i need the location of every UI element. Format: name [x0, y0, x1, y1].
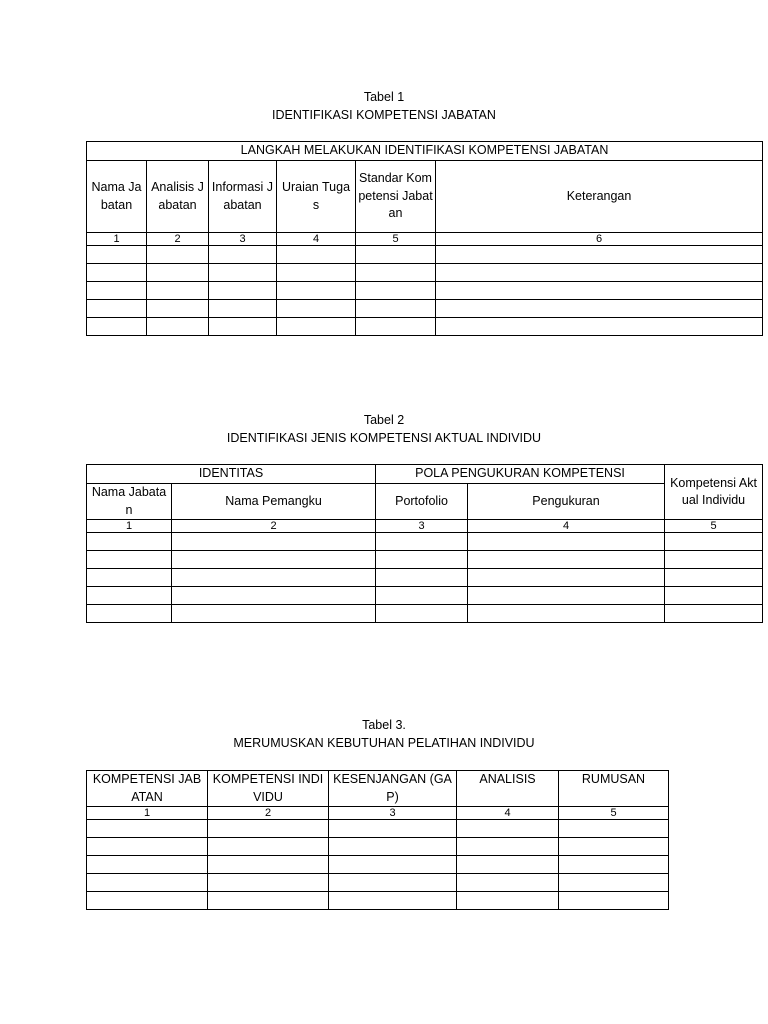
table3-row [87, 838, 669, 856]
table-cell [468, 587, 665, 605]
table2-row [87, 569, 763, 587]
table2-row [87, 605, 763, 623]
table-cell [87, 300, 147, 318]
table2-num: 4 [468, 520, 665, 533]
table-cell [87, 569, 172, 587]
table-cell [665, 533, 763, 551]
table-cell [436, 264, 763, 282]
table2 [86, 464, 763, 623]
table-cell [665, 569, 763, 587]
table3-number: Tabel 3. [362, 718, 406, 732]
table-cell [172, 551, 376, 569]
table-cell [87, 587, 172, 605]
table-cell [87, 533, 172, 551]
table-cell [436, 318, 763, 336]
table-cell [356, 246, 436, 264]
table-cell [87, 246, 147, 264]
table-cell [87, 874, 208, 892]
table-cell [277, 300, 356, 318]
table1-num: 6 [436, 233, 763, 246]
table1-row [87, 300, 763, 318]
table-cell [665, 605, 763, 623]
table-cell [172, 605, 376, 623]
table-cell [87, 282, 147, 300]
table-cell [665, 551, 763, 569]
table1-col-informasi-jabatan: Informasi Jabatan [209, 161, 277, 233]
table3-col-rumusan: RUMUSAN [559, 771, 669, 807]
table2-col-nama-jabatan: Nama Jabatan [87, 484, 172, 520]
table-cell [457, 838, 559, 856]
table-cell [208, 856, 329, 874]
table3-num: 4 [457, 807, 559, 820]
table3-col-analisis: ANALISIS [457, 771, 559, 807]
table2-group-identitas: IDENTITAS [87, 465, 376, 484]
table-cell [208, 874, 329, 892]
table3-num: 2 [208, 807, 329, 820]
table2-row [87, 587, 763, 605]
table-cell [457, 856, 559, 874]
table-cell [209, 246, 277, 264]
table-cell [457, 892, 559, 910]
table2-col-pengukuran: Pengukuran [468, 484, 665, 520]
table3-num: 5 [559, 807, 669, 820]
table-cell [329, 856, 457, 874]
table-cell [457, 820, 559, 838]
table-cell [208, 820, 329, 838]
table2-title: IDENTIFIKASI JENIS KOMPETENSI AKTUAL INDIVIDU [226, 431, 542, 445]
table-cell [468, 569, 665, 587]
table2-col-kompetensi-aktual: Kompetensi Aktual Individu [665, 465, 763, 520]
table3-row [87, 874, 669, 892]
table-cell [277, 246, 356, 264]
table3-col-kompetensi-jabatan: KOMPETENSI JABATAN [87, 771, 208, 807]
table1-num: 5 [356, 233, 436, 246]
table-cell [559, 838, 669, 856]
table-cell [87, 820, 208, 838]
table-cell [87, 856, 208, 874]
table-cell [356, 300, 436, 318]
table-cell [559, 874, 669, 892]
table3-row [87, 856, 669, 874]
table1-caption [0, 88, 768, 124]
table-cell [87, 892, 208, 910]
table-cell [329, 892, 457, 910]
table-cell [376, 533, 468, 551]
table-cell [87, 605, 172, 623]
table-cell [87, 838, 208, 856]
table3-row [87, 892, 669, 910]
table-cell [376, 605, 468, 623]
table1-title: IDENTIFIKASI KOMPETENSI JABATAN [272, 108, 496, 122]
table1-num: 1 [87, 233, 147, 246]
table-cell [87, 318, 147, 336]
table-cell [329, 820, 457, 838]
table-cell [329, 874, 457, 892]
table1-col-standar-kompetensi: Standar Kompetensi Jabatan [356, 161, 436, 233]
table-cell [208, 892, 329, 910]
table2-col-portofolio: Portofolio [376, 484, 468, 520]
table-cell [468, 551, 665, 569]
table-cell [559, 820, 669, 838]
table-cell [329, 838, 457, 856]
table-cell [559, 856, 669, 874]
table1-row [87, 264, 763, 282]
table2-num: 5 [665, 520, 763, 533]
table2-group-pola: POLA PENGUKURAN KOMPETENSI [376, 465, 665, 484]
table-cell [376, 587, 468, 605]
table-cell [468, 533, 665, 551]
table1-num: 4 [277, 233, 356, 246]
table3-num: 1 [87, 807, 208, 820]
table-cell [356, 264, 436, 282]
table1-row [87, 246, 763, 264]
table-cell [147, 318, 209, 336]
table-cell [87, 551, 172, 569]
table2-row [87, 551, 763, 569]
table3-col-kesenjangan: KESENJANGAN (GAP) [329, 771, 457, 807]
table3-col-kompetensi-individu: KOMPETENSI INDIVIDU [208, 771, 329, 807]
table1-number: Tabel 1 [363, 90, 405, 104]
table-cell [87, 264, 147, 282]
table-cell [468, 605, 665, 623]
table1-col-analisis-jabatan: Analisis Jabatan [147, 161, 209, 233]
table1-col-keterangan: Keterangan [436, 161, 763, 233]
table-cell [559, 892, 669, 910]
table1-row [87, 282, 763, 300]
table2-num: 2 [172, 520, 376, 533]
table-cell [209, 264, 277, 282]
table-cell [208, 838, 329, 856]
table2-num: 1 [87, 520, 172, 533]
table-cell [356, 318, 436, 336]
table-cell [147, 282, 209, 300]
table-cell [665, 587, 763, 605]
table3-title: MERUMUSKAN KEBUTUHAN PELATIHAN INDIVIDU [233, 736, 535, 750]
table1-num: 3 [209, 233, 277, 246]
table2-row [87, 533, 763, 551]
table-cell [147, 300, 209, 318]
table2-num: 3 [376, 520, 468, 533]
table-cell [356, 282, 436, 300]
table3-caption [0, 716, 768, 752]
table3-num: 3 [329, 807, 457, 820]
table1-group-header: LANGKAH MELAKUKAN IDENTIFIKASI KOMPETENSI JABATAN [87, 142, 763, 161]
table-cell [277, 264, 356, 282]
table2-caption [0, 411, 768, 447]
table-cell [376, 569, 468, 587]
table-cell [209, 318, 277, 336]
table-cell [172, 587, 376, 605]
table-cell [277, 318, 356, 336]
table-cell [172, 533, 376, 551]
table-cell [147, 246, 209, 264]
table-cell [172, 569, 376, 587]
table3-row [87, 820, 669, 838]
table2-number: Tabel 2 [363, 413, 405, 427]
table1-row [87, 318, 763, 336]
table2-col-nama-pemangku: Nama Pemangku [172, 484, 376, 520]
table1-col-nama-jabatan: Nama Jabatan [87, 161, 147, 233]
table-cell [436, 300, 763, 318]
table-cell [209, 282, 277, 300]
table-cell [376, 551, 468, 569]
table3 [86, 770, 669, 910]
table1 [86, 141, 763, 336]
table-cell [457, 874, 559, 892]
table-cell [436, 282, 763, 300]
table-cell [277, 282, 356, 300]
table-cell [436, 246, 763, 264]
table-cell [147, 264, 209, 282]
table1-col-uraian-tugas: Uraian Tugas [277, 161, 356, 233]
table-cell [209, 300, 277, 318]
table1-num: 2 [147, 233, 209, 246]
